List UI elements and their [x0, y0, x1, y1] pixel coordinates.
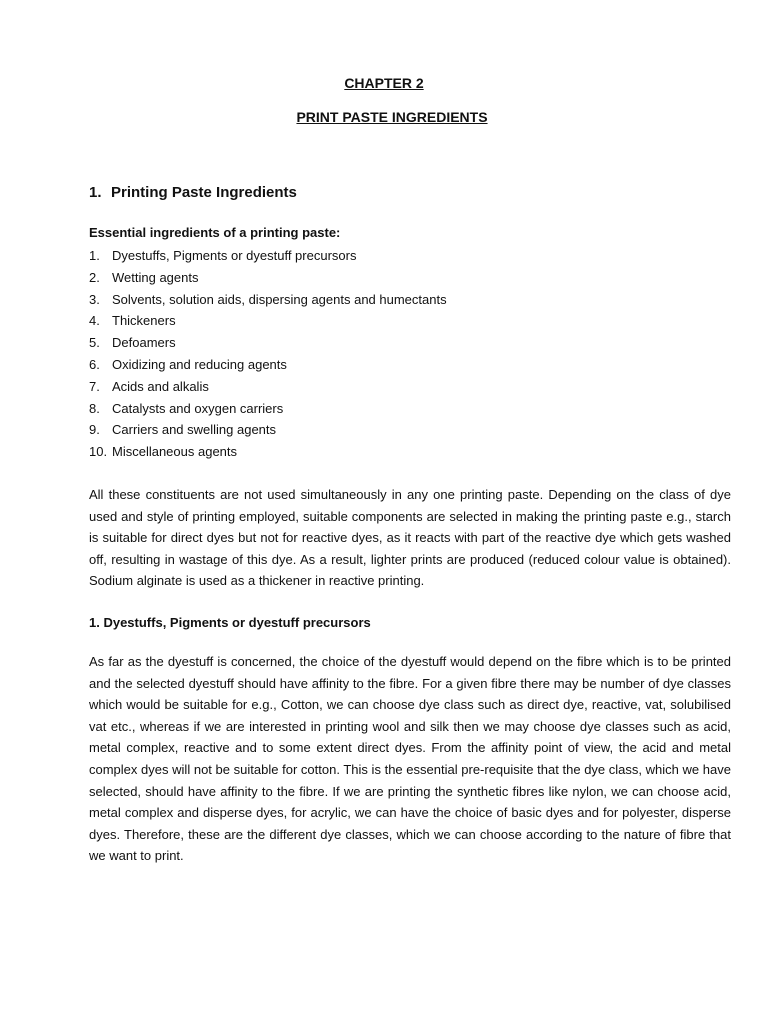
list-item-text: Solvents, solution aids, dispersing agents and humectants — [112, 291, 447, 307]
list-item-number: 7. — [89, 378, 100, 394]
list-item — [89, 332, 447, 354]
list-item — [89, 441, 447, 463]
list-item — [89, 376, 447, 398]
list-item-number: 2. — [89, 269, 100, 285]
section-heading-text: Printing Paste Ingredients — [111, 184, 297, 201]
body-paragraph-constituents: All these constituents are not used simultaneously in any one printing paste. Depending on the class of dye used and style of printing employed, suitable components are selected in making the printing paste e.g., starch is suitable for direct dyes but not for reactive dyes, as it reacts with part of the reactive dye which gets washed off, resulting in wastage of this dye. As a result, lighter prints are produced (reduced colour value is obtained). Sodium alginate is used as a thickener in reactive printing. — [89, 487, 731, 589]
ingredients-intro: Essential ingredients of a printing paste: — [89, 225, 341, 240]
list-item-number: 1. — [89, 248, 100, 263]
list-item — [89, 267, 447, 289]
list-item — [89, 245, 447, 267]
body-paragraph-dyestuff: As far as the dyestuff is concerned, the choice of the dyestuff would depend on the fibre which is to be printed and the selected dyestuff should have affinity to the fibre. For a given fibre there may be number of dye classes which would be suitable for e.g., Cotton, we can choose dye class such as direct dye, reactive, vat, solubilised vat etc., whereas if we are interested in printing wool and silk then we may choose dye classes such as acid, metal complex, reactive and to some extent direct dyes. From the affinity point of view, the acid and metal complex dyes will not be suitable for cotton. This is the essential pre-requisite that the dye class, which we have selected, should have affinity to the fibre. If we are printing the synthetic fibres like nylon, we can choose acid, metal complex and disperse dyes, for acrylic, we can have the choice of basic dyes and for polyester, disperse dyes. Therefore, these are the different dye classes, which we can choose according to the nature of fibre that we want to print. — [89, 654, 731, 864]
list-item-number: 8. — [89, 400, 100, 416]
list-item-number: 4. — [89, 313, 100, 329]
list-item-number: 9. — [89, 422, 100, 438]
list-item — [89, 419, 447, 441]
section-heading — [89, 184, 297, 201]
list-item-text: Carriers and swelling agents — [112, 422, 277, 438]
list-item-text: Catalysts and oxygen carriers — [112, 400, 284, 416]
list-item — [89, 310, 447, 332]
list-item-number: 6. — [89, 356, 100, 372]
list-item — [89, 354, 447, 376]
list-item-number: 5. — [89, 335, 100, 351]
list-item-text: Defoamers — [112, 335, 176, 351]
list-item — [89, 398, 447, 420]
ingredients-list — [89, 245, 447, 463]
list-item-text: Oxidizing and reducing agents — [112, 356, 287, 372]
subsection-heading: 1. Dyestuffs, Pigments or dyestuff precursors — [89, 615, 371, 630]
list-item — [89, 289, 447, 311]
list-item-text: Dyestuffs, Pigments or dyestuff precursors — [112, 248, 357, 263]
list-item-number: 10. — [89, 444, 108, 460]
list-item-text: Thickeners — [112, 313, 176, 329]
list-item-text: Acids and alkalis — [112, 378, 209, 394]
list-item-text: Wetting agents — [112, 269, 199, 285]
chapter-title: PRINT PASTE INGREDIENTS — [296, 109, 488, 125]
list-item-number: 3. — [89, 291, 100, 307]
chapter-label: CHAPTER 2 — [344, 75, 424, 91]
section-number: 1. — [89, 184, 102, 201]
list-item-text: Miscellaneous agents — [112, 444, 238, 460]
